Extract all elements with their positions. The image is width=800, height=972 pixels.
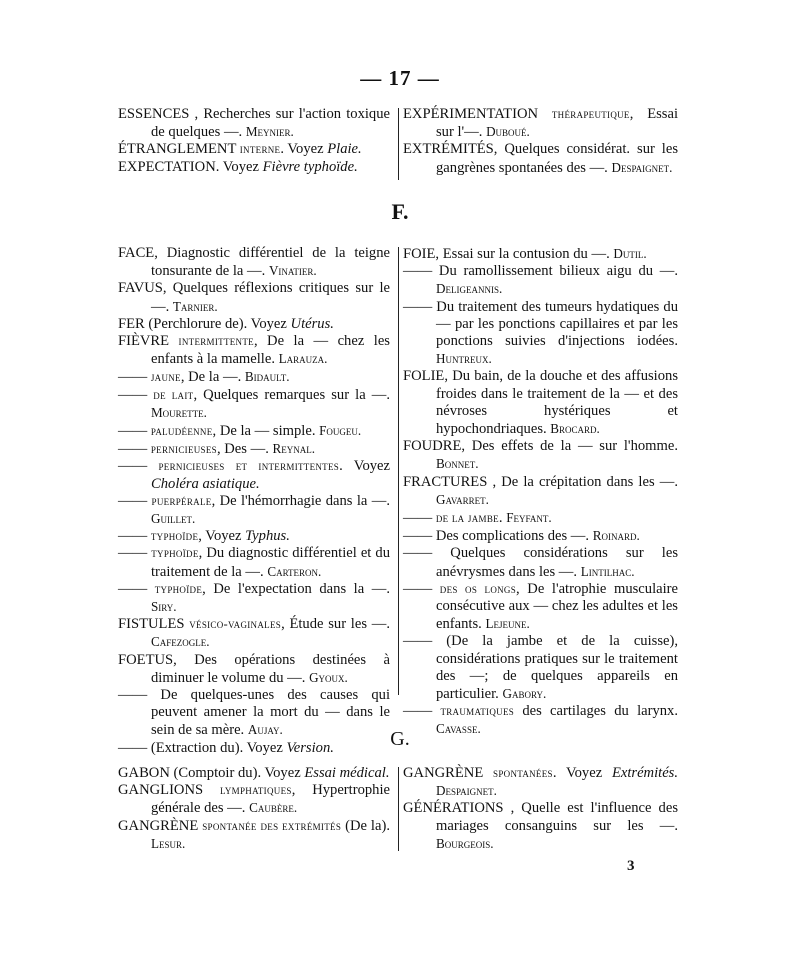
entry-text: —— (De la jambe et de la cuisse), considérations pratiques sur le traitement des —; de quelques appareils en particulier. xyxy=(403,633,678,703)
index-entry xyxy=(403,545,678,580)
entry-text: —— xyxy=(118,441,151,458)
entry-text: , De l'expectation dans la —. xyxy=(202,580,390,597)
entry-text: —— xyxy=(118,369,151,386)
entry-text: . Voyez xyxy=(552,765,612,781)
entry-text: des cartilages du larynx. xyxy=(514,703,678,720)
entry-author: Tarnier. xyxy=(172,298,218,314)
entry-text: FISTULES xyxy=(118,616,190,633)
entry-text: jaune xyxy=(150,370,181,385)
index-entry xyxy=(118,106,390,141)
entry-text: GABON (Comptoir du). Voyez xyxy=(118,765,305,781)
entry-author: Vinatier. xyxy=(268,263,317,279)
entry-text: interne xyxy=(239,142,281,157)
entry-reference: Typhus. xyxy=(245,528,290,545)
entry-text: GANGRÈNE xyxy=(118,817,203,834)
entry-author: Roinard. xyxy=(592,528,640,544)
entry-text: . Voyez xyxy=(339,458,390,475)
entry-text: , Quelques remarques sur la —. xyxy=(193,386,390,403)
entry-text: , Voyez xyxy=(198,528,246,545)
entry-text: —— xyxy=(403,580,440,597)
entry-author: Bonnet. xyxy=(436,456,479,472)
index-entry xyxy=(118,545,390,580)
entry-author: Duboué. xyxy=(486,124,530,140)
entry-author: Lesur. xyxy=(151,835,186,851)
index-entry xyxy=(403,474,678,509)
letter-heading-f: F. xyxy=(391,199,409,224)
entry-author: Meynier. xyxy=(245,124,294,140)
entry-text: —— xyxy=(118,386,154,403)
entry-author: Despaignet. xyxy=(436,783,497,799)
index-entry xyxy=(403,581,678,634)
entry-text: —— xyxy=(118,545,152,562)
entry-text: des os longs xyxy=(439,581,517,596)
section-e-left-column xyxy=(118,106,396,176)
entry-author: Reynal. xyxy=(272,441,316,457)
entry-author: Bidault. xyxy=(244,369,290,385)
entry-author: Siry. xyxy=(151,599,177,615)
index-entry xyxy=(403,509,678,527)
entry-text: typhoïde xyxy=(151,546,199,561)
entry-text: puerpérale xyxy=(151,493,212,508)
entry-author: Deligeannis. xyxy=(436,281,503,297)
column-divider xyxy=(398,767,399,851)
entry-text: FRACTURES , De la crépitation dans les —. xyxy=(403,473,678,490)
index-entry xyxy=(403,263,678,298)
entry-text: , De l'atrophie musculaire consécutive aux — chez les adultes et les enfants. xyxy=(436,580,678,633)
index-entry xyxy=(403,765,678,800)
index-entry xyxy=(118,581,390,616)
entry-reference: Choléra asiatique. xyxy=(151,475,260,492)
index-entry xyxy=(403,245,678,263)
index-entry xyxy=(403,141,678,176)
entry-text: —— Du ramollissement bilieux aigu du —. xyxy=(403,263,678,280)
entry-text: —— (Extraction du). Voyez xyxy=(118,739,287,756)
entry-text: FIÈVRE xyxy=(118,333,179,350)
entry-author: Feyfant. xyxy=(506,510,552,526)
index-entry xyxy=(118,368,390,386)
entry-author: Caubère. xyxy=(249,800,298,816)
entry-author: Despaignet. xyxy=(611,159,673,175)
entry-reference: Plaie. xyxy=(327,141,362,158)
entry-text: , Des —. xyxy=(216,441,273,458)
index-entry xyxy=(118,458,390,492)
index-entry xyxy=(403,527,678,545)
entry-author: Bourgeois. xyxy=(436,835,494,851)
entry-text: FOETUS, Des opérations destinées à diminuer le volume du —. xyxy=(118,651,390,686)
entry-text: GANGRÈNE xyxy=(403,765,494,781)
section-g-left-column xyxy=(118,765,396,853)
index-entry xyxy=(118,782,390,817)
entry-text: lymphatiques xyxy=(219,783,292,798)
index-entry xyxy=(403,800,678,853)
entry-text: —— xyxy=(118,580,155,597)
entry-text: —— xyxy=(403,510,436,527)
entry-author: Lejeune. xyxy=(485,616,530,632)
letter-heading-g: G. xyxy=(390,728,410,750)
index-entry xyxy=(118,141,390,158)
entry-reference: Version. xyxy=(286,739,334,756)
index-entry xyxy=(403,106,678,141)
section-g-right-column xyxy=(403,765,678,853)
entry-text: , De l'hémorrhagie dans la —. xyxy=(211,492,390,509)
entry-text: FAVUS, Quelques réflexions critiques sur le —. xyxy=(118,280,390,315)
entry-author: Lintilhac. xyxy=(580,563,635,579)
entry-author: Gavarret. xyxy=(436,491,489,507)
entry-text: —— Du traitement des tumeurs hydatiques du — par les ponctions capillaires et par les ponctions suivies d'injections iodées. xyxy=(403,298,678,350)
entry-text: —— xyxy=(118,492,152,509)
entry-text: pernicieuses et intermittentes xyxy=(158,459,340,474)
page-number: — 17 — xyxy=(360,66,440,90)
entry-author: Carteron. xyxy=(267,563,322,579)
entry-author: Gabory. xyxy=(502,686,547,702)
index-entry xyxy=(403,299,678,369)
index-entry xyxy=(118,387,390,422)
entry-author: Larauza. xyxy=(278,351,328,367)
entry-author: Brocard. xyxy=(550,421,600,437)
entry-reference: Essai médical. xyxy=(304,765,390,781)
index-entry xyxy=(118,528,390,545)
index-entry xyxy=(118,818,390,853)
entry-text: —— Quelques considérations sur les anévrysmes dans les —. xyxy=(403,545,678,580)
entry-author: Cafezogle. xyxy=(151,634,210,650)
entry-text: FOLIE, Du bain, de la douche et des affusions froides dans le traitement de la — et des névroses hystériques et hypochondriaques. xyxy=(403,368,678,438)
entry-text: EXPECTATION. Voyez xyxy=(118,158,263,175)
entry-author: Cavasse. xyxy=(436,721,481,737)
entry-text: de lait xyxy=(153,387,194,402)
entry-author: Aujay. xyxy=(247,722,283,738)
index-entry xyxy=(403,438,678,473)
entry-text: EXPÉRIMENTATION xyxy=(403,106,552,122)
entry-text: , Hypertrophie générale des —. xyxy=(151,782,390,817)
entry-author: Huntreux. xyxy=(436,351,492,367)
entry-text: FER (Perchlorure de). Voyez xyxy=(118,315,291,332)
entry-text: . xyxy=(498,510,507,527)
entry-text: , Du diagnostic différentiel et du traitement de la —. xyxy=(151,545,390,580)
entry-text: —— xyxy=(118,458,159,475)
entry-text: GÉNÉRATIONS , Quelle est l'influence des mariages consanguins sur les —. xyxy=(403,800,678,834)
entry-reference: Fièvre typhoïde. xyxy=(262,158,358,175)
column-divider xyxy=(398,108,399,180)
entry-text: intermittente xyxy=(178,334,254,349)
index-entry xyxy=(118,280,390,315)
entry-text: typhoïde xyxy=(154,581,203,596)
entry-text: , Étude sur les —. xyxy=(281,616,390,633)
entry-text: , De la —. xyxy=(180,369,245,386)
section-f-right-column xyxy=(403,245,678,739)
index-entry xyxy=(118,316,390,333)
entry-text: FOIE, Essai sur la contusion du —. xyxy=(403,246,614,262)
entry-reference: Extrémités. xyxy=(611,765,678,781)
entry-text: ESSENCES , Recherches sur l'action toxique de quelques —. xyxy=(118,106,390,141)
index-entry xyxy=(118,652,390,687)
entry-text: . Voyez xyxy=(280,141,328,158)
entry-text: FOUDRE, Des effets de la — sur l'homme. xyxy=(403,438,678,455)
entry-text: pernicieuses xyxy=(150,442,217,457)
index-entry xyxy=(118,159,390,176)
index-entry xyxy=(118,440,390,458)
entry-text: typhoïde xyxy=(150,529,199,544)
entry-text: —— Des complications des —. xyxy=(403,528,593,545)
index-entry xyxy=(118,422,390,440)
entry-text: —— De quelques-unes des causes qui peuvent amener la mort du — dans le sein de sa mère. xyxy=(118,687,390,739)
entry-text: de la jambe xyxy=(435,511,499,526)
entry-author: Mourette. xyxy=(151,404,207,420)
entry-author: Fougeu. xyxy=(319,423,362,439)
index-entry xyxy=(403,368,678,438)
entry-text: FACE, Diagnostic différentiel de la teigne tonsurante de la —. xyxy=(118,245,390,280)
entry-text: —— xyxy=(403,703,441,720)
section-f-left-column xyxy=(118,245,396,757)
entry-text: ÉTRANGLEMENT xyxy=(118,141,240,158)
entry-author: Gyoux. xyxy=(309,669,348,685)
entry-text: spontanées xyxy=(493,766,553,780)
entry-text: GANGLIONS xyxy=(118,782,220,799)
index-entry xyxy=(118,245,390,280)
entry-author: Guillet. xyxy=(151,511,196,527)
signature-mark: 3 xyxy=(627,858,635,874)
entry-reference: Utérus. xyxy=(290,315,334,332)
index-entry xyxy=(118,493,390,528)
index-entry xyxy=(403,633,678,703)
entry-text: traumatiques xyxy=(440,704,515,719)
entry-text: —— xyxy=(118,423,151,440)
entry-text: —— xyxy=(118,528,151,545)
entry-text: , De la — chez les enfants à la mamelle. xyxy=(151,333,390,368)
entry-text: EXTRÉMITÉS, Quelques considérat. sur les gangrènes spontanées des —. xyxy=(403,141,678,176)
entry-text: , De la — simple. xyxy=(212,423,320,440)
entry-text: vésico-vaginales xyxy=(189,617,282,632)
entry-text: paludéenne xyxy=(150,424,213,439)
index-entry xyxy=(118,616,390,651)
column-divider xyxy=(398,247,399,695)
entry-text: , Essai sur l'—. xyxy=(436,106,678,141)
entry-text: spontanée des extrémités xyxy=(202,818,342,833)
entry-text: (De la). xyxy=(341,817,390,834)
section-e-right-column xyxy=(403,106,678,177)
index-entry xyxy=(118,333,390,368)
entry-text: thérapeutique xyxy=(551,107,630,121)
index-entry xyxy=(118,765,390,782)
entry-author: Dutil. xyxy=(613,246,647,261)
